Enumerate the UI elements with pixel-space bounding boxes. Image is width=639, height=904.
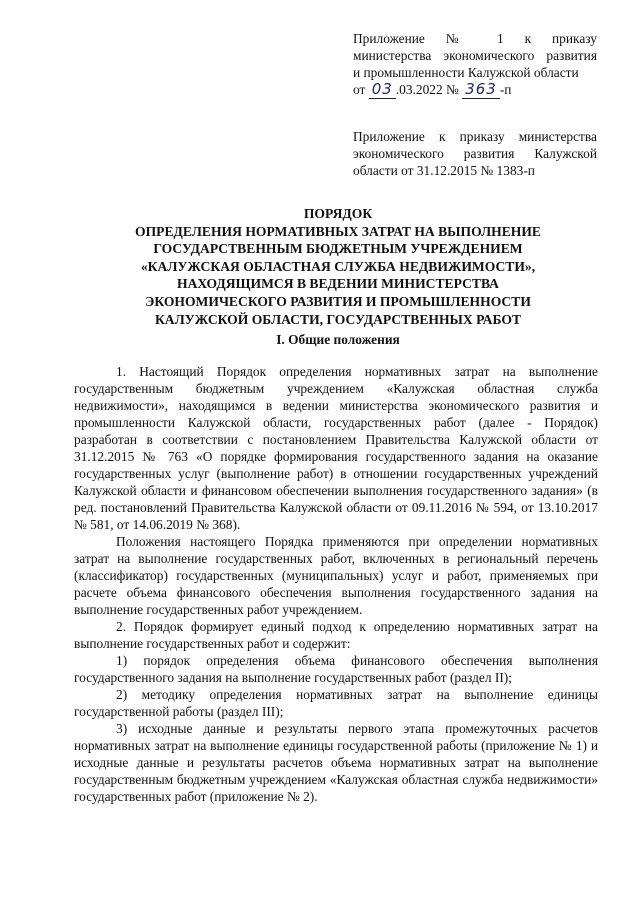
annex-line-1: Приложение № 1 к приказу: [353, 31, 597, 46]
annex-reference-current: [353, 30, 597, 98]
date-prefix: от: [353, 82, 366, 97]
paragraph: 3) исходные данные и результаты первого этапа промежуточных расчетов нормативных затрат на выполнение единицы государственной работы (приложение № 1) и исходные данные и результаты расчетов объема нормативных затрат на выполнение государственным бюджетным учреждением «Калужская областная служба недвижимости» государственных работ (приложение № 2).: [74, 721, 598, 804]
document-title: [78, 205, 598, 328]
handwritten-number: 363: [462, 80, 500, 99]
annex-line-2: министерства экономического развития: [353, 48, 597, 63]
title-line: «КАЛУЖСКАЯ ОБЛАСТНАЯ СЛУЖБА НЕДВИЖИМОСТИ»,: [140, 258, 536, 274]
paragraph: 1) порядок определения объема финансового обеспечения выполнения государственного задания на выполнение государственных работ (раздел II);: [74, 653, 598, 685]
title-line: ГОСУДАРСТВЕННЫМ БЮДЖЕТНЫМ УЧРЕЖДЕНИЕМ: [153, 241, 523, 257]
paragraph: Положения настоящего Порядка применяются при определении нормативных затрат на выполнение государственных работ, включенных в региональный перечень (классификатор) государственных (муниципальных) услуг и работ, применяемых при расчете объема финансового обеспечения выполнения государственного задания на выполнение государственных работ учреждением.: [74, 534, 598, 617]
annex-reference-original: Приложение к приказу министерства экономического развития Калужской области от 31.12.2015 № 1383-п: [353, 129, 597, 178]
title-line: КАЛУЖСКОЙ ОБЛАСТИ, ГОСУДАРСТВЕННЫХ РАБОТ: [154, 311, 522, 327]
title-line: ПОРЯДОК: [303, 206, 373, 221]
title-line: ОПРЕДЕЛЕНИЯ НОРМАТИВНЫХ ЗАТРАТ НА ВЫПОЛНЕНИЕ: [135, 223, 541, 239]
paragraph: 2) методику определения нормативных затрат на выполнение единицы государственной работы (раздел III);: [74, 687, 598, 719]
annex-line-3: и промышленности Калужской области: [353, 65, 579, 80]
date-middle: .03.2022 №: [395, 82, 459, 97]
title-line: ЭКОНОМИЧЕСКОГО РАЗВИТИЯ И ПРОМЫШЛЕННОСТИ: [145, 293, 531, 309]
paragraph: 2. Порядок формирует единый подход к определению нормативных затрат на выполнение государственных работ и содержит:: [74, 619, 598, 651]
handwritten-day: 03: [369, 80, 396, 99]
section-heading: I. Общие положения: [276, 332, 400, 347]
paragraph: 1. Настоящий Порядок определения нормативных затрат на выполнение государственным бюджетным учреждением «Калужская областная служба недвижимости», находящимся в ведении министерства экономического развития и промышленности Калужской области, государственных работ (далее - Порядок) разработан в соответствии с постановлением Правительства Калужской области от 31.12.2015 № 763 «О порядке формирования государственного задания на оказание государственных услуг (выполнение работ) в отношении государственных учреждений Калужской области и финансовом обеспечении выполнения государственного задания» (в ред. постановлений Правительства Калужской области от 09.11.2016 № 594, от 13.10.2017 № 581, от 14.06.2019 № 368).: [74, 364, 598, 532]
annex-date-line: [353, 81, 597, 98]
number-suffix: -п: [499, 82, 512, 97]
body-text: [74, 363, 598, 805]
title-line: НАХОДЯЩИМСЯ В ВЕДЕНИИ МИНИСТЕРСТВА: [177, 276, 499, 292]
